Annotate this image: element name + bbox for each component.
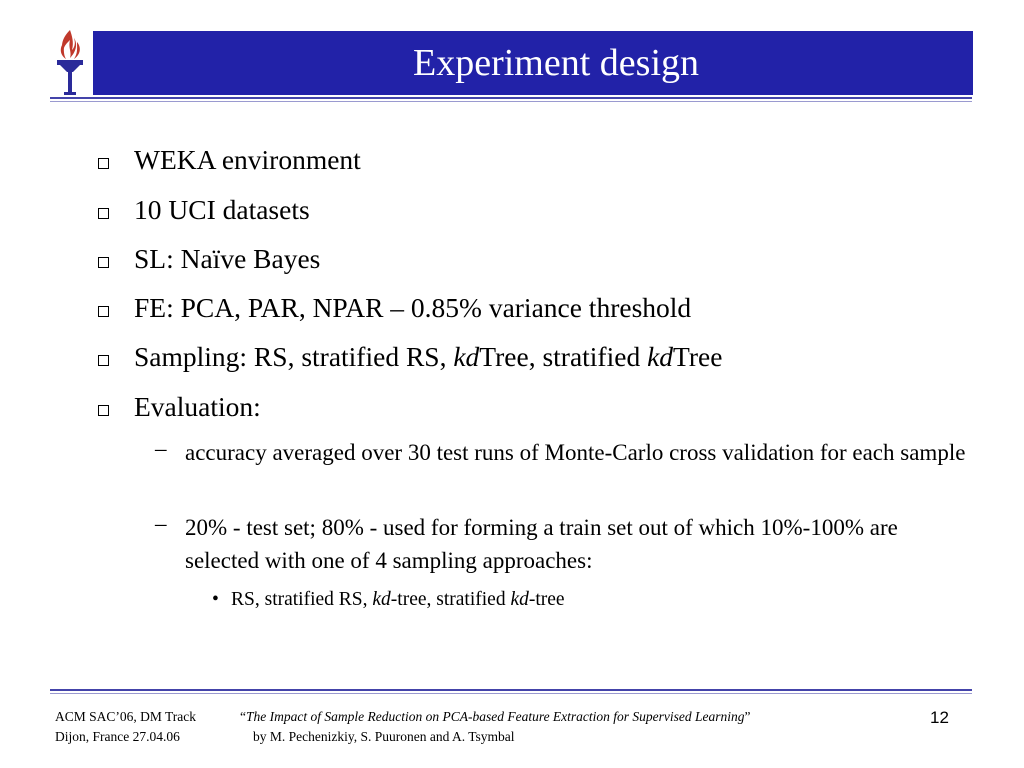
checkbox-bullet-icon xyxy=(98,306,109,317)
footer-divider xyxy=(50,689,972,691)
bullet-text: FE: PCA, PAR, NPAR – 0.85% variance threshold xyxy=(134,292,692,323)
sub-bullet-text: 20% - test set; 80% - used for forming a train set out of which 10%-100% are selected with one of 4 sampling approaches: xyxy=(185,515,898,573)
torch-logo-icon xyxy=(50,28,90,98)
footer-location-line: Dijon, France 27.04.06 xyxy=(55,729,180,744)
header-divider-thin xyxy=(50,101,972,102)
page-number: 12 xyxy=(930,708,949,727)
sub-bullet-text: accuracy averaged over 30 test runs of Monte-Carlo cross validation for each sample xyxy=(185,440,966,465)
bullet-text: 10 UCI datasets xyxy=(134,194,310,225)
checkbox-bullet-icon xyxy=(98,405,109,416)
footer-conference-line: ACM SAC’06, DM Track xyxy=(55,709,197,724)
footer-authors: by M. Pechenizkiy, S. Puuronen and A. Tsymbal xyxy=(253,729,515,744)
checkbox-bullet-icon xyxy=(98,355,109,366)
dash-bullet-icon: – xyxy=(155,511,167,536)
page-title: Experiment design xyxy=(413,42,699,84)
footer-conference xyxy=(55,707,196,747)
header-divider xyxy=(50,97,972,99)
dash-bullet-icon: – xyxy=(155,436,167,461)
bullet-text: Evaluation: xyxy=(134,391,261,422)
dot-bullet-icon: • xyxy=(212,589,219,610)
bullet-text: Sampling: RS, stratified RS, kdTree, stratified kdTree xyxy=(134,341,723,372)
footer-citation xyxy=(240,707,751,747)
bullet-text: WEKA environment xyxy=(134,144,361,175)
checkbox-bullet-icon xyxy=(98,257,109,268)
bullet-text: SL: Naïve Bayes xyxy=(134,243,321,274)
checkbox-bullet-icon xyxy=(98,208,109,219)
sub-sub-bullet-text: RS, stratified RS, kd-tree, stratified kd-tree xyxy=(231,589,565,610)
footer-divider-thin xyxy=(50,693,972,694)
checkbox-bullet-icon xyxy=(98,158,109,169)
footer-paper-title: “The Impact of Sample Reduction on PCA-based Feature Extraction for Supervised Learning” xyxy=(240,709,751,724)
